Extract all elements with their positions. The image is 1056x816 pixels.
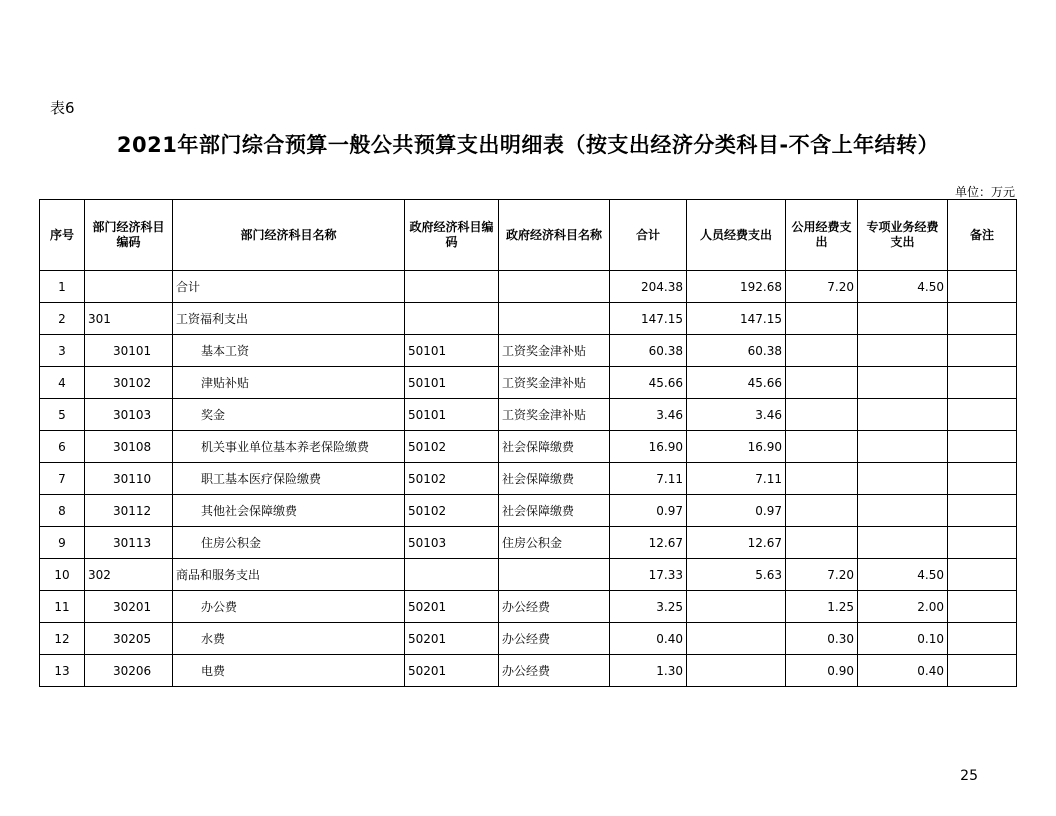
table-row (40, 399, 1017, 431)
budget-table (39, 199, 1017, 687)
table-label: 表6 (50, 99, 75, 117)
cell-personnel: 16.90 (687, 431, 786, 463)
cell-gov-code (405, 559, 499, 591)
cell-gov-code: 50101 (405, 367, 499, 399)
cell-dept-name: 机关事业单位基本养老保险缴费 (173, 431, 405, 463)
cell-total: 0.40 (610, 623, 687, 655)
cell-personnel: 192.68 (687, 271, 786, 303)
cell-gov-code: 50102 (405, 495, 499, 527)
cell-dept-name: 工资福利支出 (173, 303, 405, 335)
cell-total: 147.15 (610, 303, 687, 335)
header-total: 合计 (610, 200, 687, 271)
cell-remark (948, 591, 1017, 623)
header-gov-code: 政府经济科目编码 (405, 200, 499, 271)
cell-remark (948, 367, 1017, 399)
cell-seq: 9 (40, 527, 85, 559)
cell-dept-name: 电费 (173, 655, 405, 687)
cell-dept-name: 其他社会保障缴费 (173, 495, 405, 527)
cell-remark (948, 527, 1017, 559)
cell-total: 16.90 (610, 431, 687, 463)
cell-personnel: 5.63 (687, 559, 786, 591)
cell-dept-code: 302 (85, 559, 173, 591)
cell-total: 12.67 (610, 527, 687, 559)
cell-total: 17.33 (610, 559, 687, 591)
cell-dept-name: 职工基本医疗保险缴费 (173, 463, 405, 495)
cell-special: 4.50 (858, 271, 948, 303)
unit-label: 单位：万元 (954, 185, 1015, 199)
cell-personnel: 0.97 (687, 495, 786, 527)
cell-remark (948, 431, 1017, 463)
cell-public: 7.20 (786, 559, 858, 591)
cell-gov-code: 50102 (405, 463, 499, 495)
cell-remark (948, 335, 1017, 367)
cell-gov-code: 50101 (405, 399, 499, 431)
cell-remark (948, 495, 1017, 527)
cell-dept-name: 水费 (173, 623, 405, 655)
cell-dept-code: 30206 (85, 655, 173, 687)
table-row (40, 559, 1017, 591)
cell-seq: 8 (40, 495, 85, 527)
header-dept-code: 部门经济科目编码 (85, 200, 173, 271)
cell-seq: 11 (40, 591, 85, 623)
page-number: 25 (960, 768, 978, 784)
cell-total: 1.30 (610, 655, 687, 687)
cell-personnel: 45.66 (687, 367, 786, 399)
cell-gov-name: 工资奖金津补贴 (499, 399, 610, 431)
cell-gov-name: 工资奖金津补贴 (499, 335, 610, 367)
table-row (40, 303, 1017, 335)
cell-gov-name: 社会保障缴费 (499, 431, 610, 463)
cell-dept-name: 基本工资 (173, 335, 405, 367)
cell-special (858, 303, 948, 335)
cell-dept-code: 30101 (85, 335, 173, 367)
cell-gov-code: 50102 (405, 431, 499, 463)
table-row (40, 623, 1017, 655)
cell-personnel: 147.15 (687, 303, 786, 335)
table-header-row (40, 200, 1017, 271)
cell-special: 2.00 (858, 591, 948, 623)
cell-special (858, 431, 948, 463)
cell-special (858, 399, 948, 431)
cell-public: 0.90 (786, 655, 858, 687)
cell-personnel: 12.67 (687, 527, 786, 559)
header-personnel: 人员经费支出 (687, 200, 786, 271)
cell-gov-name: 社会保障缴费 (499, 495, 610, 527)
cell-dept-name: 住房公积金 (173, 527, 405, 559)
cell-remark (948, 655, 1017, 687)
cell-remark (948, 463, 1017, 495)
cell-gov-code (405, 303, 499, 335)
cell-dept-code: 30103 (85, 399, 173, 431)
cell-gov-name: 住房公积金 (499, 527, 610, 559)
cell-seq: 1 (40, 271, 85, 303)
cell-public (786, 527, 858, 559)
table-row (40, 431, 1017, 463)
cell-gov-name (499, 559, 610, 591)
cell-special (858, 463, 948, 495)
cell-public: 1.25 (786, 591, 858, 623)
cell-dept-code: 30113 (85, 527, 173, 559)
cell-seq: 3 (40, 335, 85, 367)
cell-gov-code: 50201 (405, 623, 499, 655)
table-row (40, 591, 1017, 623)
cell-special (858, 527, 948, 559)
cell-dept-code: 30205 (85, 623, 173, 655)
cell-seq: 5 (40, 399, 85, 431)
cell-dept-code: 301 (85, 303, 173, 335)
cell-gov-code: 50103 (405, 527, 499, 559)
cell-public: 7.20 (786, 271, 858, 303)
cell-gov-code: 50201 (405, 655, 499, 687)
cell-total: 3.46 (610, 399, 687, 431)
cell-remark (948, 559, 1017, 591)
cell-public (786, 495, 858, 527)
cell-gov-code: 50101 (405, 335, 499, 367)
cell-special: 0.10 (858, 623, 948, 655)
cell-gov-name (499, 271, 610, 303)
table-row (40, 271, 1017, 303)
page-title: 2021年部门综合预算一般公共预算支出明细表（按支出经济分类科目-不含上年结转） (116, 133, 940, 157)
cell-gov-name: 办公经费 (499, 655, 610, 687)
table-row (40, 335, 1017, 367)
cell-public: 0.30 (786, 623, 858, 655)
cell-total: 204.38 (610, 271, 687, 303)
cell-total: 0.97 (610, 495, 687, 527)
table-row (40, 463, 1017, 495)
header-gov-name: 政府经济科目名称 (499, 200, 610, 271)
cell-gov-name: 办公经费 (499, 591, 610, 623)
cell-personnel: 60.38 (687, 335, 786, 367)
cell-total: 3.25 (610, 591, 687, 623)
cell-dept-name: 商品和服务支出 (173, 559, 405, 591)
cell-seq: 2 (40, 303, 85, 335)
cell-personnel (687, 655, 786, 687)
table-row (40, 367, 1017, 399)
cell-seq: 13 (40, 655, 85, 687)
cell-dept-name: 合计 (173, 271, 405, 303)
cell-special: 0.40 (858, 655, 948, 687)
cell-personnel: 3.46 (687, 399, 786, 431)
table-row (40, 495, 1017, 527)
cell-dept-code: 30201 (85, 591, 173, 623)
header-seq: 序号 (40, 200, 85, 271)
cell-remark (948, 271, 1017, 303)
cell-gov-name: 办公经费 (499, 623, 610, 655)
cell-gov-name: 社会保障缴费 (499, 463, 610, 495)
cell-gov-name (499, 303, 610, 335)
cell-remark (948, 623, 1017, 655)
cell-special (858, 495, 948, 527)
cell-public (786, 367, 858, 399)
cell-total: 45.66 (610, 367, 687, 399)
header-remark: 备注 (948, 200, 1017, 271)
cell-seq: 7 (40, 463, 85, 495)
cell-dept-code (85, 271, 173, 303)
cell-dept-code: 30108 (85, 431, 173, 463)
header-public: 公用经费支出 (786, 200, 858, 271)
cell-dept-code: 30102 (85, 367, 173, 399)
cell-seq: 12 (40, 623, 85, 655)
table-row (40, 527, 1017, 559)
table-row (40, 655, 1017, 687)
cell-gov-code (405, 271, 499, 303)
cell-dept-name: 津贴补贴 (173, 367, 405, 399)
cell-dept-name: 办公费 (173, 591, 405, 623)
cell-seq: 6 (40, 431, 85, 463)
cell-public (786, 303, 858, 335)
cell-total: 60.38 (610, 335, 687, 367)
cell-seq: 4 (40, 367, 85, 399)
cell-remark (948, 303, 1017, 335)
cell-personnel: 7.11 (687, 463, 786, 495)
cell-public (786, 399, 858, 431)
cell-special: 4.50 (858, 559, 948, 591)
header-dept-name: 部门经济科目名称 (173, 200, 405, 271)
cell-special (858, 335, 948, 367)
cell-personnel (687, 591, 786, 623)
cell-public (786, 431, 858, 463)
cell-gov-name: 工资奖金津补贴 (499, 367, 610, 399)
cell-gov-code: 50201 (405, 591, 499, 623)
cell-dept-name: 奖金 (173, 399, 405, 431)
cell-public (786, 335, 858, 367)
cell-special (858, 367, 948, 399)
cell-public (786, 463, 858, 495)
cell-remark (948, 399, 1017, 431)
cell-seq: 10 (40, 559, 85, 591)
cell-dept-code: 30110 (85, 463, 173, 495)
header-special: 专项业务经费支出 (858, 200, 948, 271)
cell-dept-code: 30112 (85, 495, 173, 527)
cell-personnel (687, 623, 786, 655)
cell-total: 7.11 (610, 463, 687, 495)
